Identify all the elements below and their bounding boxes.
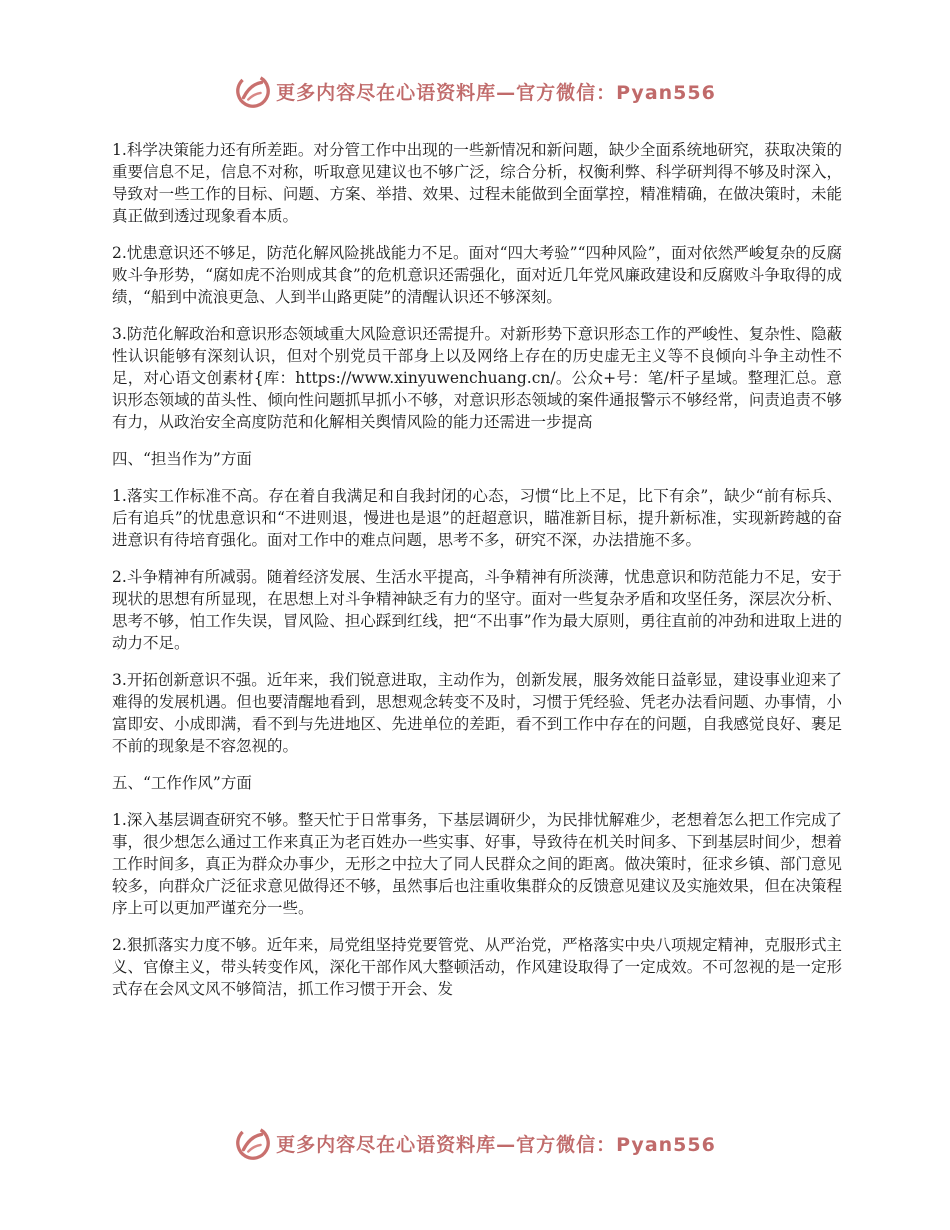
banner-text: 更多内容尽在心语资料库—官方微信：Pyan556 [276,1133,716,1156]
paragraph: 2.斗争精神有所减弱。随着经济发展、生活水平提高，斗争精神有所淡薄，忧患意识和防范能力不足，安于现状的思想有所显现，在思想上对斗争精神缺乏有力的坚守。面对一些复杂矛盾和攻坚任务，深层次分析、思考不够，怕工作失误，冒风险、担心踩到红线，把“不出事”作为最大原则，勇往直前的冲劲和进取上进的动力不足。 [112,568,842,652]
document-body [112,139,842,1015]
footer-banner [0,1118,950,1168]
section-heading: 四、“担当作为”方面 [112,450,252,468]
paragraph: 1.落实工作标准不高。存在着自我满足和自我封闭的心态，习惯“比上不足，比下有余”，缺少“前有标兵、后有追兵”的忧患意识和“不进则退，慢进也是退”的赶超意识，瞄准新目标，提升新标准，实现新跨越的奋进意识有待培育强化。面对工作中的难点问题，思考不多，研究不深，办法措施不多。 [112,487,842,549]
paragraph: 1.深入基层调查研究不够。整天忙于日常事务，下基层调研少，为民排忧解难少，老想着怎么把工作完成了事，很少想怎么通过工作来真正为老百姓办一些实事、好事，导致待在机关时间多、下到基层时间少，想着工作时间多，真正为群众办事少，无形之中拉大了同人民群众之间的距离。做决策时，征求乡镇、部门意见较多，向群众广泛征求意见做得还不够，虽然事后也注重收集群众的反馈意见建议及实施效果，但在决策程序上可以更加严谨充分一些。 [112,811,842,917]
section-heading: 五、“工作作风”方面 [112,774,252,792]
brush-stroke-logo-icon [234,72,272,110]
brush-stroke-logo-icon [234,1124,272,1162]
header-banner [0,66,950,116]
paragraph: 2.忧患意识还不够足，防范化解风险挑战能力不足。面对“四大考验”“四种风险”，面对依然严峻复杂的反腐败斗争形势，“腐如虎不治则成其食”的危机意识还需强化，面对近几年党风廉政建设和反腐败斗争取得的成绩，“船到中流浪更急、人到半山路更陡”的清醒认识还不够深刻。 [112,244,842,306]
paragraph: 3.开拓创新意识不强。近年来，我们锐意进取，主动作为，创新发展，服务效能日益彰显，建设事业迎来了难得的发展机遇。但也要清醒地看到，思想观念转变不及时，习惯于凭经验、凭老办法看问题、办事情，小富即安、小成即满，看不到与先进地区、先进单位的差距，看不到工作中存在的问题，自我感觉良好、裹足不前的现象是不容忽视的。 [112,671,842,755]
banner-text: 更多内容尽在心语资料库—官方微信：Pyan556 [276,81,716,104]
paragraph: 2.狠抓落实力度不够。近年来，局党组坚持党要管党、从严治党，严格落实中央八项规定精神，克服形式主义、官僚主义，带头转变作风，深化干部作风大整顿活动，作风建设取得了一定成效。不可忽视的是一定形式存在会风文风不够简洁，抓工作习惯于开会、发 [112,936,842,998]
paragraph: 1.科学决策能力还有所差距。对分管工作中出现的一些新情况和新问题，缺少全面系统地研究，获取决策的重要信息不足，信息不对称，听取意见建议也不够广泛，综合分析，权衡利弊、科学研判得不够及时深入，导致对一些工作的目标、问题、方案、举措、效果、过程未能做到全面掌控，精准精确，在做决策时，未能真正做到透过现象看本质。 [112,141,842,225]
paragraph: 3.防范化解政治和意识形态领域重大风险意识还需提升。对新形势下意识形态工作的严峻性、复杂性、隐蔽性认识能够有深刻认识，但对个别党员干部身上以及网络上存在的历史虚无主义等不良倾向斗争主动性不足，对心语文创素材{库：https://www.xinyuwenchuang.cn/。公众+号：笔/杆子星域。整理汇总。意识形态领域的苗头性、倾向性问题抓早抓小不够，对意识形态领域的案件通报警示不够经常，问责追责不够有力，从政治安全高度防范和化解相关舆情风险的能力还需进一步提高 [112,325,842,431]
